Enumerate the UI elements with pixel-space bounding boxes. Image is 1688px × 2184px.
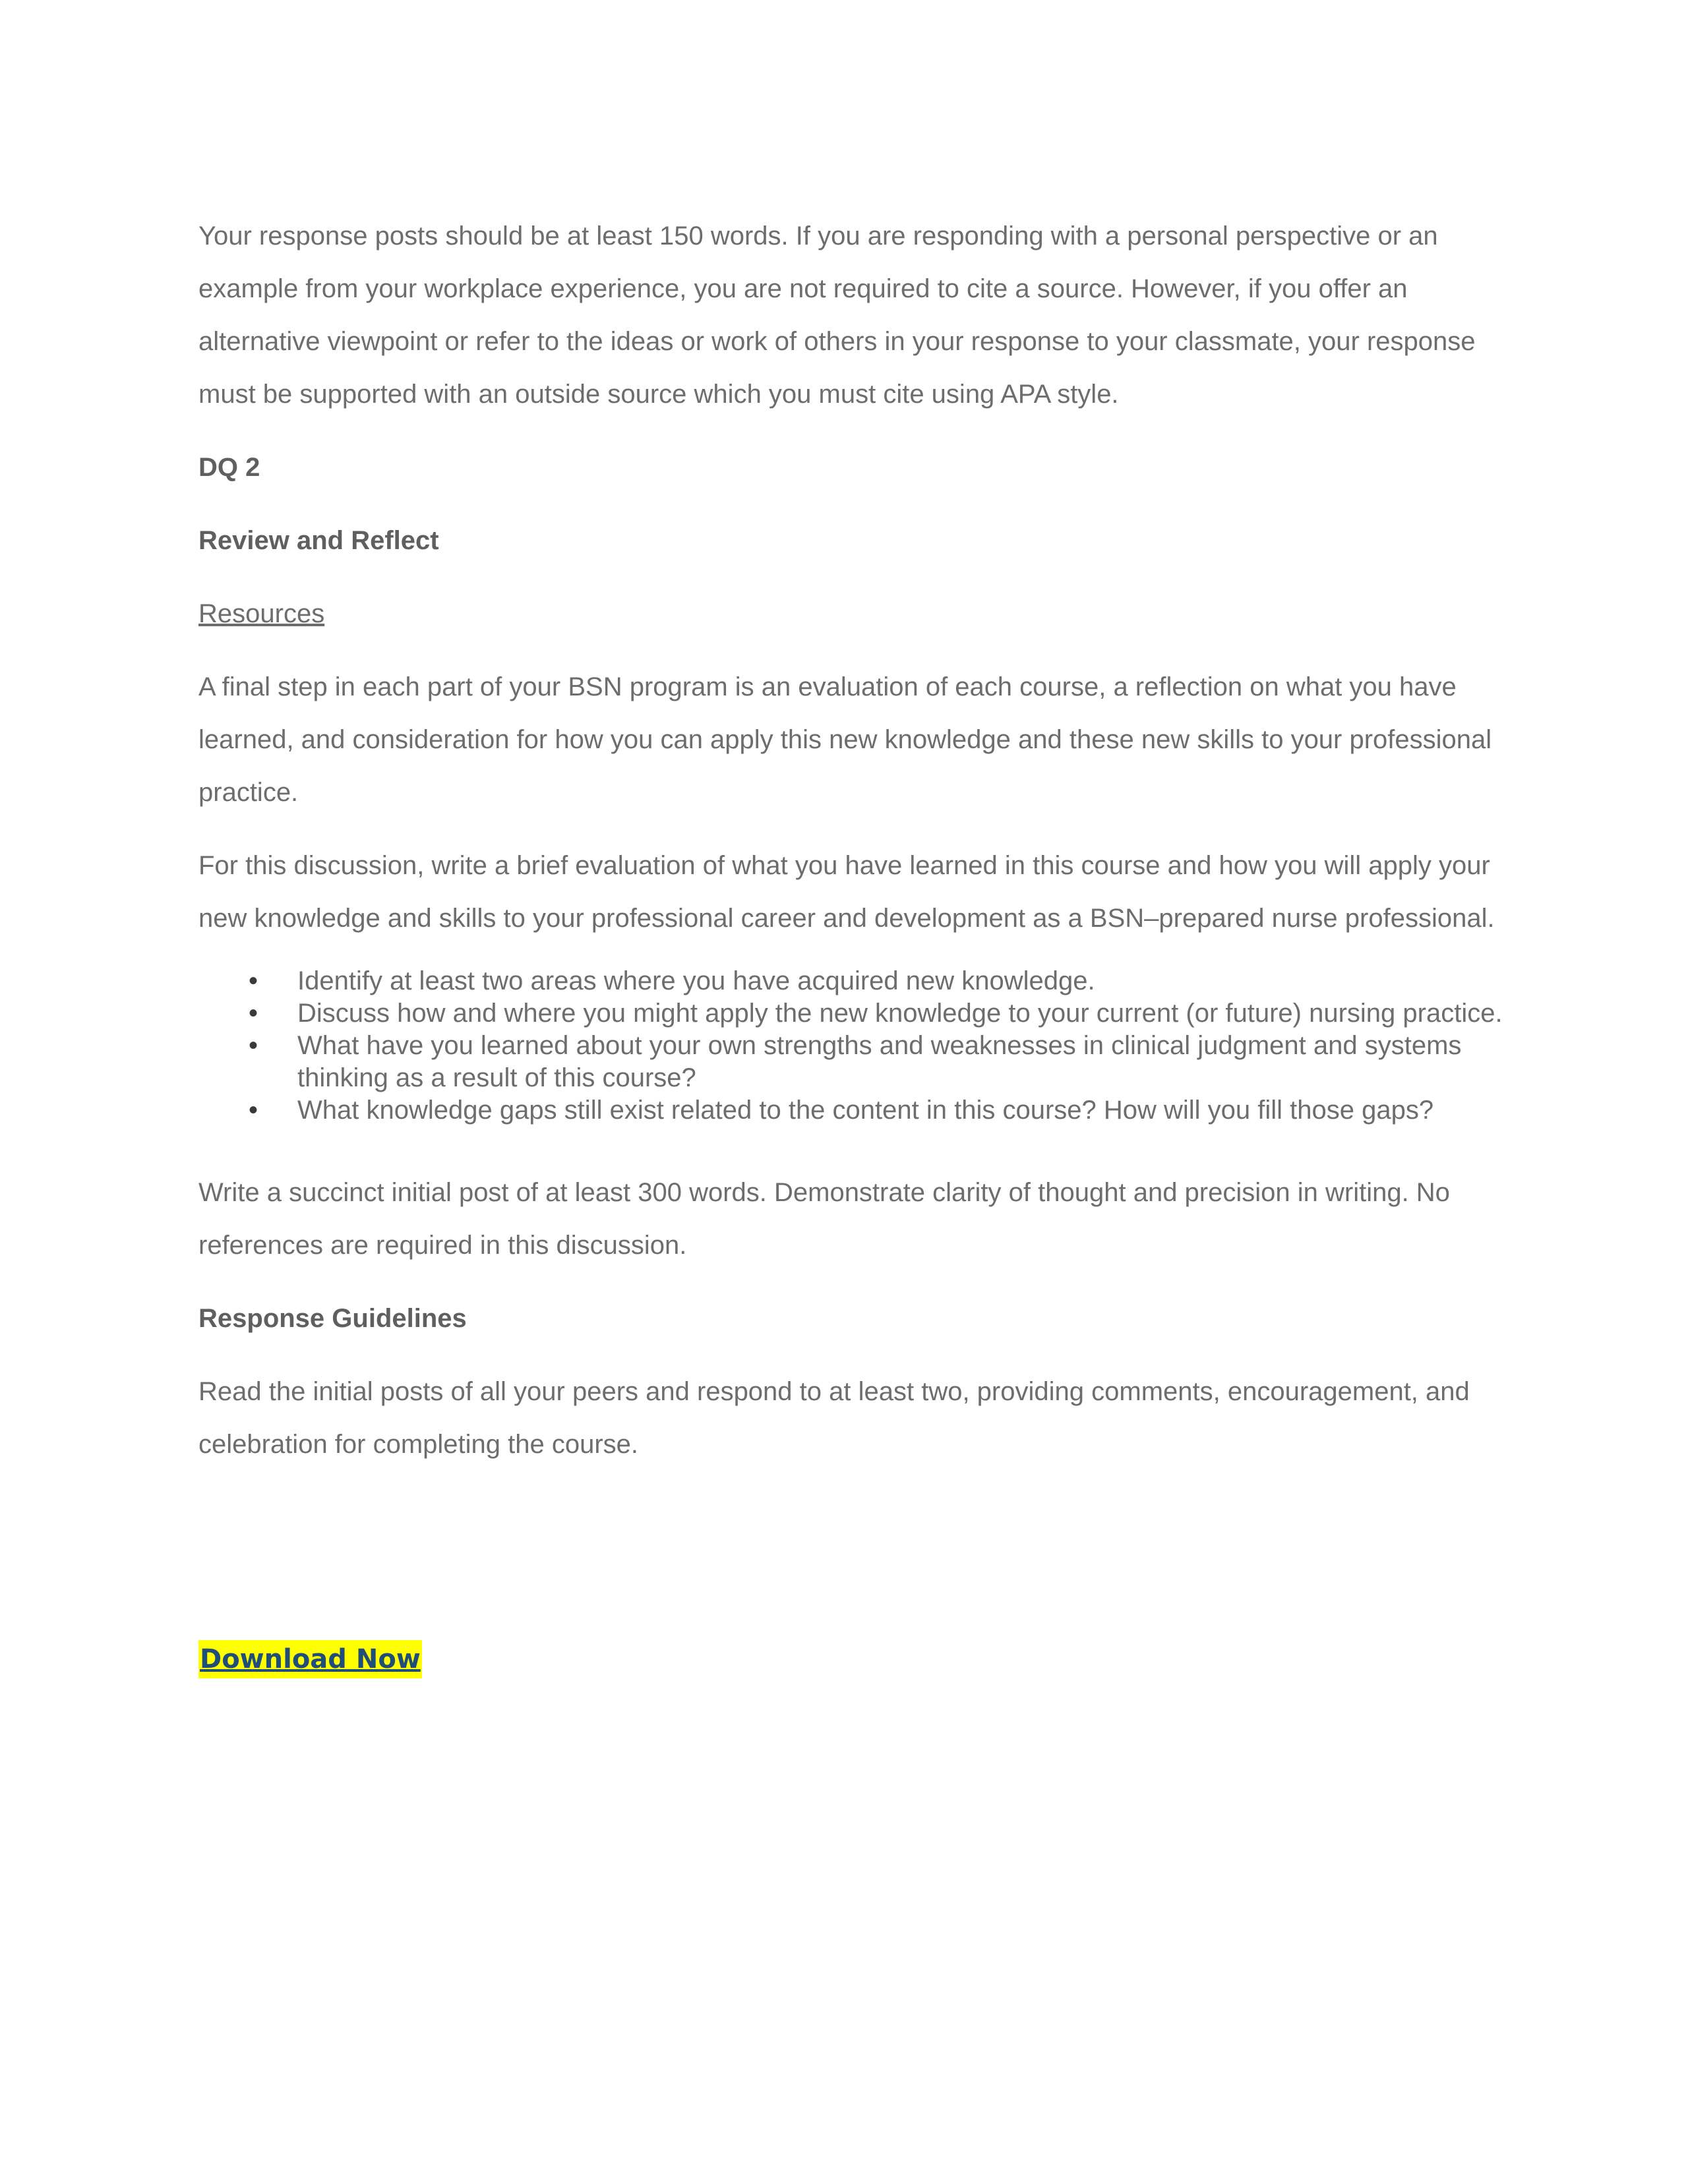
final-step-paragraph: A final step in each part of your BSN program is an evaluation of each course, a reflection on what you have learned, and consideration for how you can apply this new knowledge and these new skills to your professional practice. bbox=[198, 672, 1492, 807]
download-now-link[interactable]: Download Now bbox=[198, 1640, 422, 1678]
write-instructions-paragraph: Write a succinct initial post of at least 300 words. Demonstrate clarity of thought and precision in writing. No references are required in this discussion. bbox=[198, 1178, 1450, 1260]
bullet-text: What have you learned about your own strengths and weaknesses in clinical judgment and systems thinking as a result of this course? bbox=[297, 1031, 1462, 1092]
list-item bbox=[198, 965, 1511, 997]
read-posts-paragraph: Read the initial posts of all your peers and respond to at least two, providing comments, encouragement, and celebration for completing the course. bbox=[198, 1377, 1470, 1459]
bullet-text: Identify at least two areas where you have acquired new knowledge. bbox=[297, 966, 1095, 995]
bullet-dot-icon: • bbox=[249, 1031, 258, 1060]
bullet-list bbox=[198, 965, 1511, 1127]
resources-link[interactable]: Resources bbox=[198, 599, 325, 628]
bullet-text: What knowledge gaps still exist related to the content in this course? How will you fill those gaps? bbox=[297, 1096, 1434, 1125]
list-item bbox=[198, 1030, 1511, 1094]
bullet-text: Discuss how and where you might apply the new knowledge to your current (or future) nursing practice. bbox=[297, 999, 1503, 1028]
intro-paragraph: Your response posts should be at least 150 words. If you are responding with a personal perspective or an example from your workplace experience, you are not required to cite a source. However, if you offer an alternative viewpoint or refer to the ideas or work of others in your response to your classmate, your response must be supported with an outside source which you must cite using APA style. bbox=[198, 221, 1476, 409]
list-item bbox=[198, 997, 1511, 1030]
review-reflect-heading: Review and Reflect bbox=[198, 526, 439, 555]
dq-heading: DQ 2 bbox=[198, 453, 260, 482]
bullet-dot-icon: • bbox=[249, 999, 258, 1028]
download-container bbox=[198, 1640, 422, 1678]
bullet-dot-icon: • bbox=[249, 1096, 258, 1125]
bullet-dot-icon: • bbox=[249, 966, 258, 995]
discussion-paragraph: For this discussion, write a brief evaluation of what you have learned in this course and how you will apply your new knowledge and skills to your professional career and development as a BSN–prepared nurse professional. bbox=[198, 851, 1495, 933]
document-content bbox=[198, 210, 1511, 1491]
list-item bbox=[198, 1094, 1511, 1127]
response-guidelines-heading: Response Guidelines bbox=[198, 1304, 467, 1333]
